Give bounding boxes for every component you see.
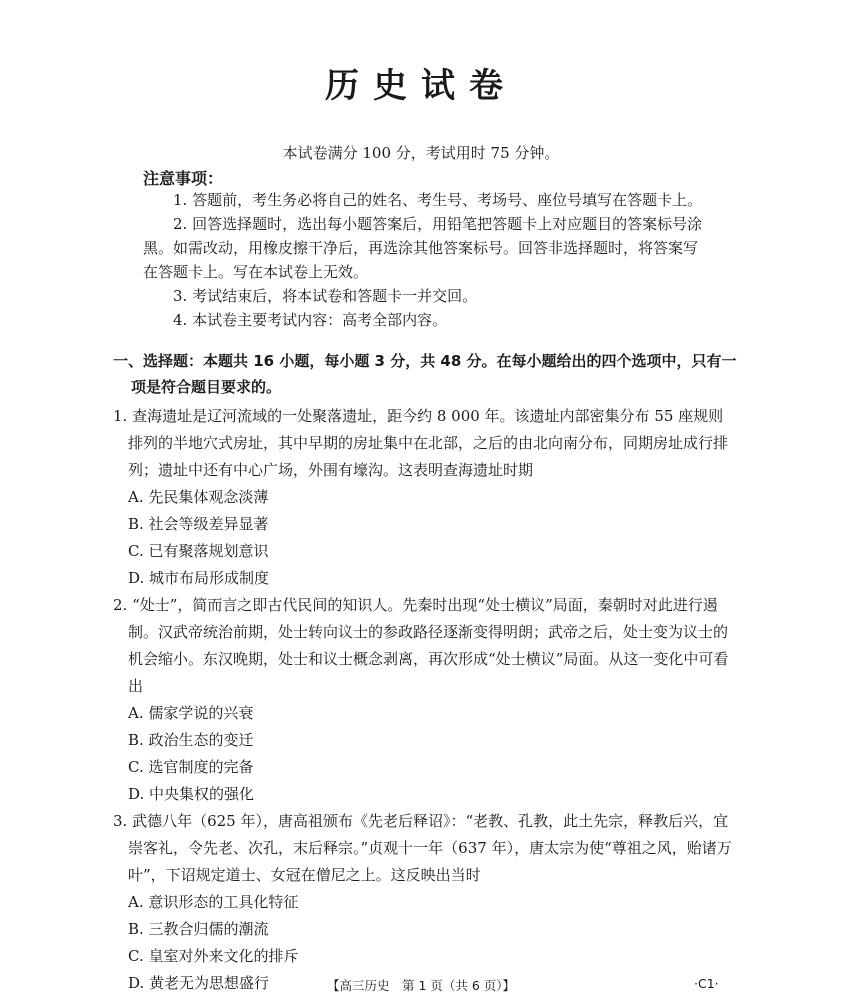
option-a: A. 儒家学说的兴衰 [128,704,254,722]
option-b: B. 政治生态的变迁 [128,731,254,749]
question-2 [113,592,733,808]
question-1 [113,403,733,592]
option-c: C. 已有聚落规划意识 [128,542,269,560]
option-c: C. 选官制度的完备 [128,758,254,776]
notice-heading: 注意事项： [143,169,224,188]
option-a: A. 意识形态的工具化特征 [128,893,299,911]
option-d: D. 中央集权的强化 [128,785,255,803]
question-list [113,403,733,997]
notice-item: 2. 回答选择题时，选出每小题答案后，用铅笔把答题卡上对应题目的答案标号涂黑。如需改动，用橡皮擦干净后，再选涂其他答案标号。回答非选择题时，将答案写在答题卡上。写在本试卷上无效。 [143,215,703,281]
question-3 [113,808,733,997]
exam-intro: 本试卷满分 100 分，考试用时 75 分钟。 [282,144,560,162]
paper-code: ·C1· [694,976,719,991]
option-d: D. 黄老无为思想盛行 [128,974,270,992]
exam-title: 历史试卷 [325,66,517,106]
option-d: D. 城市布局形成制度 [128,569,270,587]
option-b: B. 社会等级差异显著 [128,515,269,533]
question-stem: 2. “处士”，简而言之即古代民间的知识人。先秦时出现“处士横议”局面，秦朝时对此进行遏制。汉武帝统治前期，处士转向议士的参政路径逐渐变得明朗；武帝之后，处士变为议士的机会缩小。东汉晚期，处士和议士概念剥离，再次形成“处士横议”局面。从这一变化中可看出 [113,596,729,695]
page-footer: 【高三历史 第 1 页（共 6 页）】 [326,978,516,993]
section-heading: 一、选择题：本题共 16 小题，每小题 3 分，共 48 分。在每小题给出的四个选项中，只有一项是符合题目要求的。 [113,352,737,396]
notice-item: 3. 考试结束后，将本试卷和答题卡一并交回。 [173,287,478,305]
notice-item: 4. 本试卷主要考试内容：高考全部内容。 [173,311,448,329]
question-stem: 1. 查海遗址是辽河流域的一处聚落遗址，距今约 8 000 年。该遗址内部密集分布 55 座规则排列的半地穴式房址，其中早期的房址集中在北部，之后的由北向南分布，同期房址成行排列；遗址中还有中心广场，外围有壕沟。这表明查海遗址时期 [113,407,729,479]
question-stem: 3. 武德八年（625 年），唐高祖颁布《先老后释诏》：“老教、孔教，此土先宗，释教后兴，宜崇客礼，令先老、次孔，末后释宗。”贞观十一年（637 年），唐太宗为使“尊祖之风，贻诸万叶”，下诏规定道士、女冠在僧尼之上。这反映出当时 [113,812,732,884]
option-b: B. 三教合归儒的潮流 [128,920,269,938]
notice-list [143,188,708,332]
notice-item: 1. 答题前，考生务必将自己的姓名、考生号、考场号、座位号填写在答题卡上。 [173,191,703,209]
option-c: C. 皇室对外来文化的排斥 [128,947,299,965]
option-a: A. 先民集体观念淡薄 [128,488,269,506]
